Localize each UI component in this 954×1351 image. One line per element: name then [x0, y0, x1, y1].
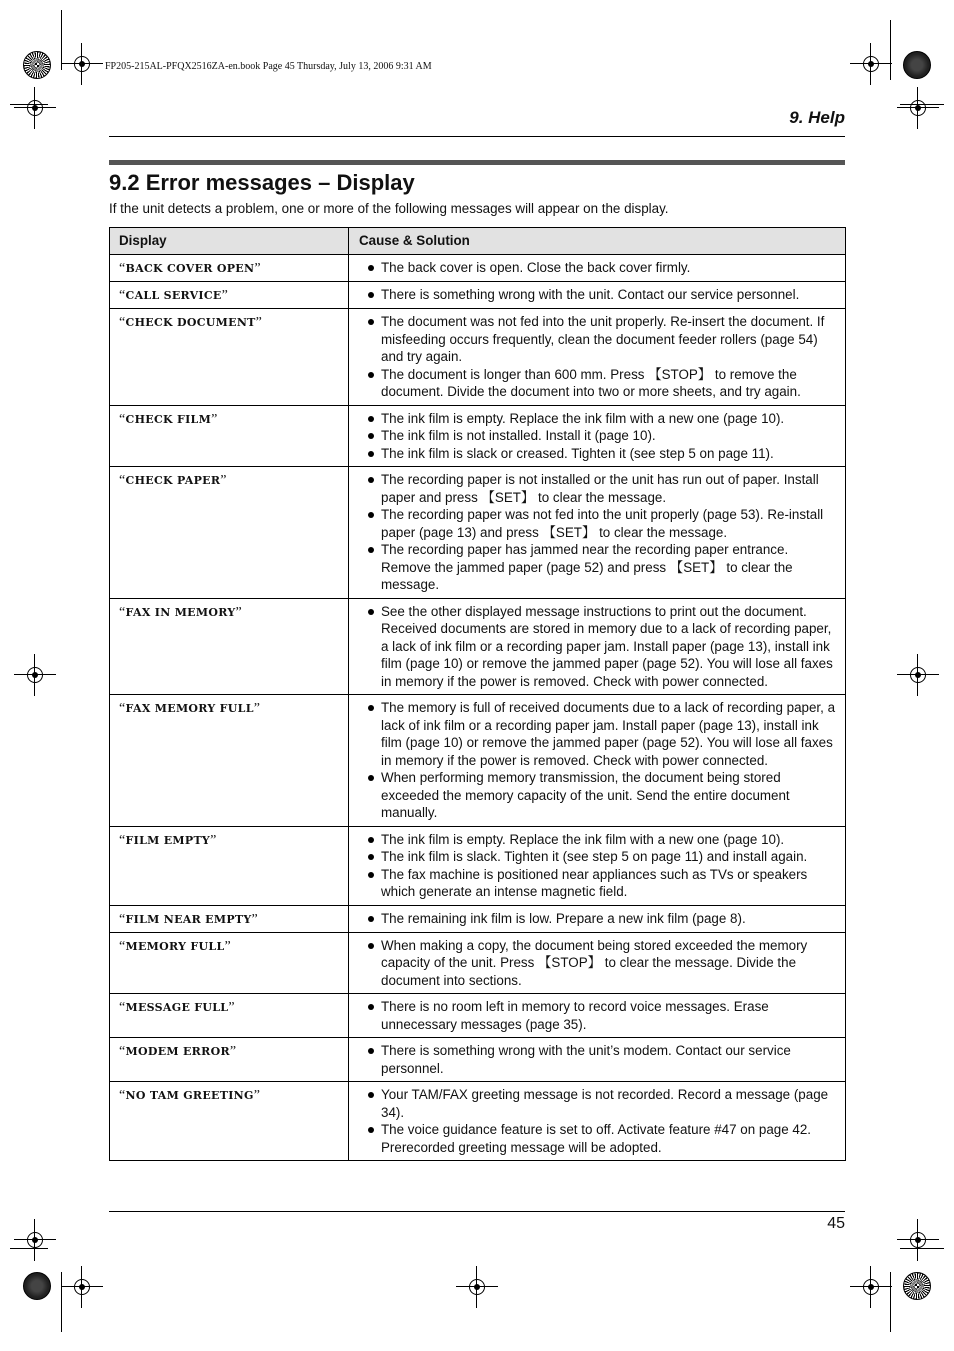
display-message-cell [110, 255, 349, 282]
cause-item: There is no room left in memory to record voice messages. Erase unnecessary messages (page 35). [366, 998, 837, 1033]
registration-mark-icon [71, 1276, 93, 1298]
cause-list [366, 286, 837, 304]
open-quote: “ [119, 911, 126, 927]
cause-item: The ink film is slack or creased. Tighten it (see step 5 on page 11). [366, 445, 837, 463]
display-message-cell [110, 405, 349, 467]
registration-mark-icon [860, 53, 882, 75]
book-file-info: FP205-215AL-PFQX2516ZA-en.book Page 45 Thursday, July 13, 2006 9:31 AM [105, 61, 432, 72]
table-row [110, 467, 846, 599]
display-message: FAX MEMORY FULL [125, 702, 254, 715]
close-quote: ” [253, 701, 261, 716]
open-quote: “ [119, 261, 126, 276]
cause-item: The remaining ink film is low. Prepare a new ink film (page 8). [366, 910, 837, 928]
cause-solution-cell [349, 405, 846, 467]
registration-mark-icon [24, 97, 46, 119]
cause-solution-cell [349, 695, 846, 827]
cause-list [366, 603, 837, 691]
crop-mark [61, 1272, 62, 1332]
cause-item: See the other displayed message instructions to print out the document. Received documents are stored in memory due to a lack of recording paper, a lack of ink film or a recording paper jam. Install paper (page 13), install ink film (page 10) or remove the jammed paper (page 52). You will lose all faxes in memory if the power is removed. Check with power connected. [366, 603, 837, 691]
table-row [110, 282, 846, 309]
display-message: NO TAM GREETING [125, 1089, 254, 1102]
footer-rule [109, 1211, 845, 1212]
cause-item: The ink film is empty. Replace the ink film with a new one (page 10). [366, 831, 837, 849]
display-message: FILM EMPTY [125, 833, 211, 847]
open-quote: “ [119, 1088, 126, 1103]
cause-solution-cell [349, 1038, 846, 1082]
cause-item: The ink film is slack. Tighten it (see step 5 on page 11) and install again. [366, 848, 837, 866]
display-message-cell [110, 994, 349, 1038]
column-header-display: Display [110, 228, 349, 255]
table-row [110, 255, 846, 282]
display-message-cell [110, 467, 349, 599]
display-message-cell [110, 1038, 349, 1082]
open-quote: “ [119, 604, 126, 620]
chapter-title: 9. Help [789, 108, 845, 127]
registration-mark-icon [466, 1276, 488, 1298]
cause-list [366, 410, 837, 463]
page-number: 45 [827, 1215, 845, 1232]
display-message-cell [110, 932, 349, 994]
open-quote: “ [119, 288, 126, 303]
table-header-row [110, 228, 846, 255]
cause-item: The voice guidance feature is set to off. Activate feature #47 on page 42. Prerecorded greeting message will be adopted. [366, 1121, 837, 1156]
display-message-cell [110, 282, 349, 309]
section-intro: If the unit detects a problem, one or more of the following messages will appear on the display. [109, 201, 669, 216]
cause-list [366, 1042, 837, 1077]
cause-solution-cell [349, 826, 846, 905]
table-row [110, 405, 846, 467]
cause-solution-cell [349, 309, 846, 406]
cause-item: The recording paper has jammed near the recording paper entrance. Remove the jammed paper (page 52) and press 【SET】 to clear the message. [366, 541, 837, 594]
cause-solution-cell [349, 255, 846, 282]
open-quote: “ [119, 411, 126, 427]
cause-list [366, 998, 837, 1033]
close-quote: ” [210, 832, 217, 848]
close-quote: ” [253, 1088, 261, 1103]
cause-item: The memory is full of received documents due to a lack of recording paper, a lack of ink film or a recording paper jam. Install paper (page 13), install ink film (page 10) or remove the jammed paper (page 52). You will lose all faxes in memory if the power is removed. Check with power connected. [366, 699, 837, 769]
cause-item: There is something wrong with the unit’s modem. Contact our service personnel. [366, 1042, 837, 1077]
cause-item: The document was not fed into the unit properly. Re-insert the document. If misfeeding occurs frequently, clean the document feeder rollers (page 54) and try again. [366, 313, 837, 366]
header-rule [109, 136, 845, 137]
close-quote: ” [211, 411, 218, 427]
cause-item: When performing memory transmission, the document being stored exceeded the memory capacity of the unit. Send the entire document manually. [366, 769, 837, 822]
table-row [110, 309, 846, 406]
table-row [110, 905, 846, 932]
cause-list [366, 1086, 837, 1156]
display-message: CHECK FILM [125, 412, 212, 426]
close-quote: ” [255, 315, 263, 330]
registration-mark-icon [860, 1276, 882, 1298]
display-message-cell [110, 826, 349, 905]
cause-item: When making a copy, the document being stored exceeded the memory capacity of the unit. Press 【STOP】 to clear the message. Divide the document into sections. [366, 937, 837, 990]
open-quote: “ [119, 1044, 126, 1059]
crop-mark [890, 20, 891, 80]
cause-list [366, 471, 837, 594]
display-message: CALL SERVICE [125, 289, 222, 302]
cause-item: There is something wrong with the unit. Contact our service personnel. [366, 286, 837, 304]
cause-item: The recording paper is not installed or the unit has run out of paper. Install paper and press 【SET】 to clear the message. [366, 471, 837, 506]
registration-mark-icon [907, 664, 929, 686]
registration-mark-icon [24, 664, 46, 686]
close-quote: ” [221, 288, 229, 303]
display-message: BACK COVER OPEN [125, 262, 255, 275]
column-header-cause: Cause & Solution [349, 228, 846, 255]
table-row [110, 932, 846, 994]
cause-solution-cell [349, 905, 846, 932]
open-quote: “ [119, 473, 126, 488]
cause-list [366, 910, 837, 928]
open-quote: “ [119, 701, 126, 716]
cause-solution-cell [349, 994, 846, 1038]
table-row [110, 1082, 846, 1161]
cause-solution-cell [349, 282, 846, 309]
table-row [110, 598, 846, 695]
cause-item: The document is longer than 600 mm. Press 【STOP】 to remove the document. Divide the document into two or more sheets, and try again. [366, 366, 837, 401]
cause-solution-cell [349, 1082, 846, 1161]
display-message: MESSAGE FULL [125, 1001, 229, 1014]
cause-list [366, 699, 837, 822]
open-quote: “ [119, 938, 126, 954]
cause-solution-cell [349, 598, 846, 695]
section-rule [109, 160, 845, 165]
display-message: CHECK DOCUMENT [125, 316, 256, 329]
table-body [110, 255, 846, 1161]
close-quote: ” [224, 938, 232, 954]
section-title: 9.2 Error messages – Display [109, 170, 415, 195]
crop-mark [61, 10, 62, 70]
table-row [110, 695, 846, 827]
star-target-icon [903, 1272, 931, 1300]
close-quote: ” [235, 604, 242, 620]
star-target-icon [23, 51, 51, 79]
cause-solution-cell [349, 467, 846, 599]
close-quote: ” [229, 1044, 237, 1059]
cause-list [366, 259, 837, 277]
table-row [110, 1038, 846, 1082]
table-row [110, 994, 846, 1038]
error-messages-table [109, 227, 846, 1161]
close-quote: ” [254, 261, 261, 276]
display-message: CHECK PAPER [125, 474, 221, 487]
display-message: FILM NEAR EMPTY [125, 912, 252, 926]
open-quote: “ [119, 315, 126, 330]
cause-item: Your TAM/FAX greeting message is not recorded. Record a message (page 34). [366, 1086, 837, 1121]
crop-mark [890, 1272, 891, 1332]
cause-list [366, 313, 837, 401]
cause-item: The ink film is empty. Replace the ink film with a new one (page 10). [366, 410, 837, 428]
cause-solution-cell [349, 932, 846, 994]
display-message-cell [110, 598, 349, 695]
table-row [110, 826, 846, 905]
color-target-icon [23, 1272, 51, 1300]
display-message: MODEM ERROR [125, 1045, 230, 1058]
cause-item: The fax machine is positioned near appliances such as TVs or speakers which generate an intense magnetic field. [366, 866, 837, 901]
display-message-cell [110, 1082, 349, 1161]
registration-mark-icon [907, 1229, 929, 1251]
cause-item: The back cover is open. Close the back cover firmly. [366, 259, 837, 277]
registration-mark-icon [24, 1229, 46, 1251]
display-message-cell [110, 309, 349, 406]
open-quote: “ [119, 832, 126, 848]
cause-item: The recording paper was not fed into the unit properly (page 53). Re-install paper (page 13) and press 【SET】 to clear the message. [366, 506, 837, 541]
display-message: MEMORY FULL [125, 939, 225, 953]
close-quote: ” [228, 1000, 235, 1015]
color-target-icon [903, 51, 931, 79]
cause-item: The ink film is not installed. Install it (page 10). [366, 427, 837, 445]
close-quote: ” [220, 473, 227, 488]
display-message-cell [110, 905, 349, 932]
registration-mark-icon [907, 97, 929, 119]
open-quote: “ [119, 1000, 126, 1015]
display-message-cell [110, 695, 349, 827]
display-message: FAX IN MEMORY [125, 605, 236, 619]
close-quote: ” [251, 911, 259, 927]
cause-list [366, 831, 837, 901]
registration-mark-icon [71, 53, 93, 75]
cause-list [366, 937, 837, 990]
